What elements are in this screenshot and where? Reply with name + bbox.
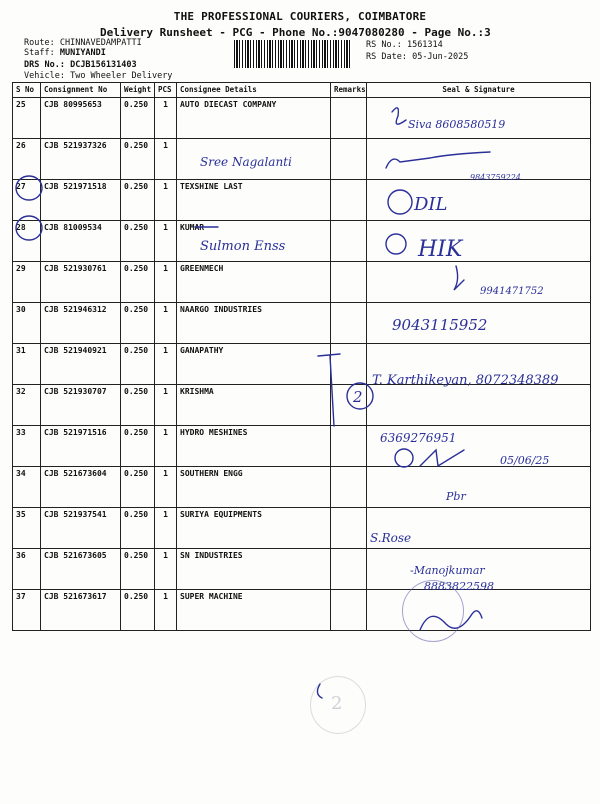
remarks-cell [331,385,367,426]
col-consignment: Consignment No [41,83,121,98]
consignee-cell: SN INDUSTRIES [177,549,331,590]
sig-26-phone: 9843759224 [470,173,521,182]
consignee-cell: KRISHMA [177,385,331,426]
drs-label: DRS No.: [24,60,65,70]
vehicle-line [24,71,172,81]
sno-cell: 35 [13,508,41,549]
consignment-cell: CJB 521930761 [41,262,121,303]
table-row [13,344,591,385]
consignment-cell: CJB 81009534 [41,221,121,262]
signature-cell [367,262,591,303]
consignment-cell: CJB 521930707 [41,385,121,426]
sig-31-32-text: T. Karthikeyan, 8072348389 [372,373,559,388]
pcs-cell: 1 [155,508,177,549]
sno-cell: 37 [13,590,41,631]
weight-cell: 0.250 [121,139,155,180]
remarks-cell [331,590,367,631]
table-row [13,508,591,549]
rs-date-value: 05-Jun-2025 [412,52,469,62]
table-row [13,180,591,221]
runsheet-subtitle: Delivery Runsheet - PCG - Phone No.:9047080280 - Page No.:3 [100,26,491,39]
remarks-cell [331,139,367,180]
consignee-cell: KUMAR [177,221,331,262]
pcs-cell: 1 [155,139,177,180]
pcs-cell: 1 [155,98,177,139]
vehicle-label: Vehicle: [24,71,65,81]
table-row [13,385,591,426]
consignment-cell: CJB 80995653 [41,98,121,139]
weight-cell: 0.250 [121,590,155,631]
remarks-cell [331,303,367,344]
consignee-cell: SURIYA EQUIPMENTS [177,508,331,549]
sno-cell: 25 [13,98,41,139]
consignee-26-handwritten: Sree Nagalanti [200,155,292,169]
consignment-cell: CJB 521971518 [41,180,121,221]
faint-stamp-mark: 2 [310,676,366,734]
sig-34-text: Pbr [446,490,466,503]
sno-cell: 27 [13,180,41,221]
consignee-cell: AUTO DIECAST COMPANY [177,98,331,139]
runsheet-table [12,82,591,631]
staff-value: MUNIYANDI [59,48,106,58]
col-weight: Weight [121,83,155,98]
pcs-cell: 1 [155,303,177,344]
weight-cell: 0.250 [121,508,155,549]
sno-cell: 26 [13,139,41,180]
consignee-cell: SOUTHERN ENGG [177,467,331,508]
remarks-cell [331,426,367,467]
drs-line [24,60,137,70]
weight-cell: 0.250 [121,426,155,467]
sig-28-text: HIK [418,237,463,262]
weight-cell: 0.250 [121,98,155,139]
circle-32-text: 2 [353,388,363,406]
sno-cell: 30 [13,303,41,344]
weight-cell: 0.250 [121,344,155,385]
pcs-cell: 1 [155,590,177,631]
route-label: Route: [24,38,55,48]
signature-cell [367,467,591,508]
weight-cell: 0.250 [121,221,155,262]
pcs-cell: 1 [155,426,177,467]
table-row [13,590,591,631]
rs-no-label: RS No.: [366,40,402,50]
weight-cell: 0.250 [121,467,155,508]
consignee-cell [177,139,331,180]
table-row [13,467,591,508]
col-pcs: PCS [155,83,177,98]
remarks-cell [331,549,367,590]
signature-cell [367,590,591,631]
sno-cell: 36 [13,549,41,590]
consignment-cell: CJB 521673617 [41,590,121,631]
signature-cell [367,426,591,467]
signature-cell [367,221,591,262]
sno-cell: 33 [13,426,41,467]
col-remarks: Remarks [331,83,367,98]
signature-cell [367,303,591,344]
weight-cell: 0.250 [121,262,155,303]
remarks-cell [331,221,367,262]
consignee-cell: TEXSHINE LAST [177,180,331,221]
sno-cell: 28 [13,221,41,262]
signature-cell [367,139,591,180]
signature-cell [367,98,591,139]
consignment-cell: CJB 521937326 [41,139,121,180]
consignee-cell: HYDRO MESHINES [177,426,331,467]
sno-cell: 31 [13,344,41,385]
signature-cell [367,344,591,385]
consignee-cell: NAARGO INDUSTRIES [177,303,331,344]
table-row [13,426,591,467]
route-line [24,38,142,48]
rs-date-line [366,52,468,62]
weight-cell: 0.250 [121,549,155,590]
weight-cell: 0.250 [121,385,155,426]
sig-33-date: 05/06/25 [500,454,550,467]
consignment-cell: CJB 521940921 [41,344,121,385]
remarks-cell [331,180,367,221]
rs-date-label: RS Date: [366,52,407,62]
table-row [13,262,591,303]
sig-35-text: S.Rose [370,531,412,545]
vehicle-value: Two Wheeler Delivery [70,71,173,81]
table-row [13,98,591,139]
consignment-cell: CJB 521673605 [41,549,121,590]
pcs-cell: 1 [155,180,177,221]
remarks-cell [331,508,367,549]
consignment-cell: CJB 521673604 [41,467,121,508]
company-seal-stamp [402,580,464,642]
signature-cell [367,180,591,221]
rs-no-value: 1561314 [406,40,443,50]
route-value: CHINNAVEDAMPATTI [59,38,142,48]
pcs-cell: 1 [155,262,177,303]
rs-no-line [366,40,443,50]
pcs-cell: 1 [155,549,177,590]
table-row [13,549,591,590]
sno-cell: 32 [13,385,41,426]
signature-cell [367,385,591,426]
signature-cell [367,508,591,549]
consignee-cell: GANAPATHY [177,344,331,385]
table-row [13,139,591,180]
col-consignee: Consignee Details [177,83,331,98]
col-sno: S No [13,83,41,98]
remarks-cell [331,98,367,139]
sno-cell: 29 [13,262,41,303]
sig-27-text: DIL [414,194,448,215]
pcs-cell: 1 [155,344,177,385]
table-row [13,221,591,262]
table-row [13,303,591,344]
sig-36-text: -Manojkumar [410,564,485,577]
pcs-cell: 1 [155,221,177,262]
sig-25-text: Siva 8608580519 [408,118,506,131]
consignment-cell: CJB 521971516 [41,426,121,467]
weight-cell: 0.250 [121,303,155,344]
sno-cell: 34 [13,467,41,508]
drs-value: DCJB156131403 [70,60,137,70]
col-seal-signature: Seal & Signature [367,83,591,98]
pcs-cell: 1 [155,385,177,426]
consignment-cell: CJB 521946312 [41,303,121,344]
consignee-28-handwritten: Sulmon Enss [200,239,286,254]
company-title: THE PROFESSIONAL COURIERS, COIMBATORE [173,10,427,23]
sig-29-text: 9941471752 [480,286,544,297]
sig-33-text: 6369276951 [380,431,457,445]
remarks-cell [331,262,367,303]
consignment-cell: CJB 521937541 [41,508,121,549]
pcs-cell: 1 [155,467,177,508]
staff-line [24,48,106,58]
remarks-cell [331,344,367,385]
remarks-cell [331,467,367,508]
signature-cell [367,549,591,590]
consignee-cell: GREENMECH [177,262,331,303]
barcode [234,40,352,68]
weight-cell: 0.250 [121,180,155,221]
sig-36-phone: 8883822598 [424,580,494,593]
staff-label: Staff: [24,48,55,58]
consignee-cell: SUPER MACHINE [177,590,331,631]
table-header-row [13,83,591,98]
sig-30-text: 9043115952 [392,316,488,334]
